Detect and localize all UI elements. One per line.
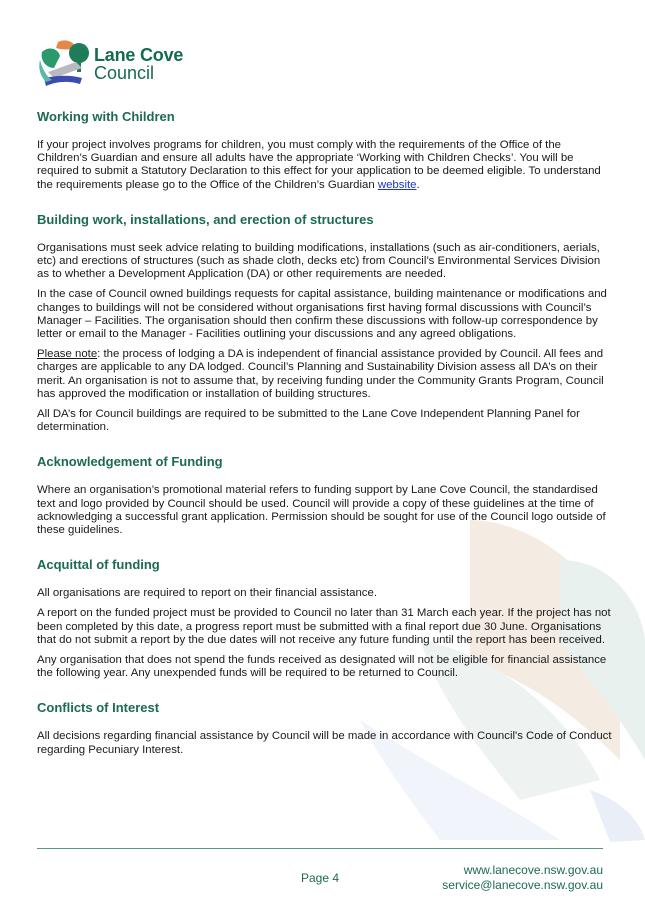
section-working-with-children	[37, 108, 612, 192]
paragraph: All decisions regarding financial assistance by Council will be made in accordance with Council's Code of Conduct regarding Pecuniary Interest.	[37, 730, 612, 756]
footer-contact	[442, 863, 603, 893]
footer-website-link[interactable]: www.lanecove.nsw.gov.au	[463, 863, 603, 877]
section-acquittal	[37, 556, 612, 680]
council-logo	[36, 38, 196, 92]
paragraph-text: : the process of lodging a DA is independent of financial assistance provided by Council. All fees and charges are applicable to any DA lodged. Council’s Planning and Sustainability Division assess all DA’s on their merit. An organisation is not to assume that, by receiving funding under the Community Grants Program, Council has approved the modification or installation of building structures.	[37, 348, 604, 400]
section-building-work	[37, 211, 612, 435]
footer-divider	[37, 848, 603, 849]
section-acknowledgement	[37, 453, 612, 537]
footer-email-link[interactable]: service@lanecove.nsw.gov.au	[442, 878, 603, 892]
section-heading: Acquittal of funding	[37, 557, 160, 573]
please-note-label: Please note	[37, 348, 98, 361]
section-conflicts	[37, 699, 612, 756]
paragraph: Where an organisation’s promotional material refers to funding support by Lane Cove Council, the standardised text and logo provided by Council should be used. Council will provide a copy of these guidelines at the time of acknowledging a successful grant application. Permission should be sought for use of the Council logo outside of these guidelines.	[37, 484, 606, 537]
section-heading: Conflicts of Interest	[37, 700, 160, 716]
logo-mark-icon	[36, 38, 90, 92]
paragraph: Any organisation that does not spend the funds received as designated will not be eligible for financial assistance the following year. Any unexpended funds will be required to be returned to Council.	[37, 654, 607, 680]
paragraph: All DA’s for Council buildings are required to be submitted to the Lane Cove Independent Planning Panel for determination.	[37, 408, 580, 434]
paragraph-text: If your project involves programs for children, you must comply with the requirements of the Office of the Children’s Guardian and ensure all adults have the appropriate ‘Working with Children Checks’. You will be required to submit a Statutory Declaration to this effect for your application to be deemed eligible. To understand the requirements please go to the Office of the Children’s Guardian	[37, 139, 601, 191]
logo-line2: Council	[94, 63, 155, 83]
website-link[interactable]: website	[377, 178, 417, 191]
section-heading: Acknowledgement of Funding	[37, 454, 223, 470]
section-heading: Building work, installations, and erection of structures	[37, 211, 374, 227]
logo-line1: Lane Cove	[94, 45, 184, 65]
section-heading: Working with Children	[37, 109, 175, 124]
paragraph	[37, 139, 612, 192]
paragraph: A report on the funded project must be provided to Council no later than 31 March each year. If the project has not been completed by this date, a progress report must be submitted with a final report due 30 June. Organisations that do not submit a report by the due dates will not receive any future funding until the report has been received.	[37, 607, 611, 646]
paragraph-end: .	[416, 178, 420, 191]
paragraph: In the case of Council owned buildings requests for capital assistance, building maintenance or modifications and changes to buildings will not be considered without organisations first having formal discussions with Council’s Manager – Facilities. The organisation should then confirm these discussions with follow-up correspondence by letter or email to the Manager - Facilities outlining your discussions and any agreed obligations.	[37, 288, 607, 341]
paragraph	[37, 348, 612, 401]
paragraph: Organisations must seek advice relating to building modifications, installations (such as air-conditioners, aerials, etc) and erections of structures (such as shade cloth, decks etc) from Council’s Environmental Services Division as to whether a Development Application (DA) or other requirements are needed.	[37, 241, 601, 281]
paragraph: All organisations are required to report on their financial assistance.	[37, 587, 378, 600]
page-number: Page 4	[301, 871, 340, 885]
document-body	[37, 108, 612, 776]
